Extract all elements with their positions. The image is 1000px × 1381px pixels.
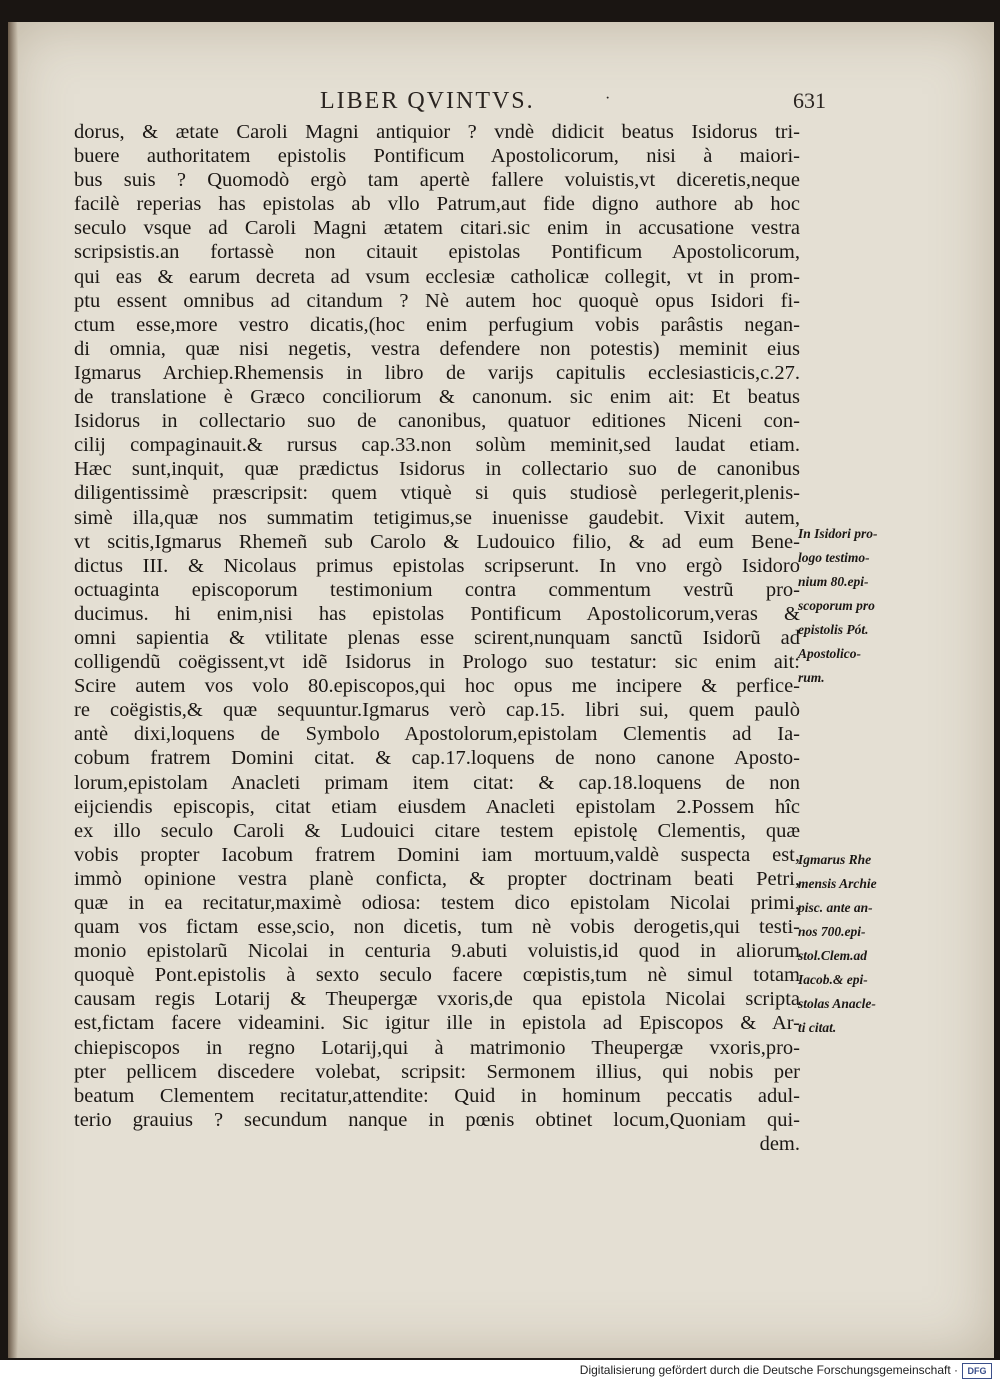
text-line: octuaginta episcoporum testimonium contra commentum vestrũ pro-: [74, 578, 800, 601]
margin-note-line: epistolis Pót.: [798, 622, 869, 637]
text-line: terio grauius ? secundum nanque in pœnis obtinet locum,Quoniam qui-: [74, 1108, 800, 1131]
running-title: LIBER QVINTVS.: [320, 88, 535, 114]
text-line: lorum,epistolam Anacleti primam item citat: & cap.18.loquens de non: [74, 771, 800, 794]
book-page: [8, 22, 994, 1358]
text-line: scripsistis.an fortassè non citauit epistolas Pontificum Apostolicorum,: [74, 241, 800, 264]
text-line: facilè reperias has epistolas ab vllo Patrum,aut fide digno authore ab hoc: [74, 193, 800, 216]
page-edge: [8, 22, 18, 1358]
text-line: vobis propter Iacobum fratrem Domini iam mortuum,valdè suspecta est,: [74, 843, 800, 866]
text-line: di omnia, quæ nisi negetis, vestra defendere non potestis) meminit eius: [74, 337, 800, 360]
text-line: chiepiscopos in regno Lotarij,qui à matrimonio Theupergæ vxoris,pro-: [74, 1036, 800, 1059]
margin-note-igmarus: [798, 848, 918, 1040]
text-line: qui eas & earum decreta ad vsum ecclesiæ catholicæ collegit, vt in prom-: [74, 265, 800, 288]
margin-note-line: ti citat.: [798, 1020, 837, 1035]
page-header: [8, 88, 994, 124]
margin-note-line: nos 700.epi-: [798, 924, 866, 939]
text-line: re coëgistis,& quæ sequuntur.Igmarus verò cap.15. libri sui, quem paulò: [74, 699, 800, 722]
margin-note-line: stolas Anacle-: [798, 996, 876, 1011]
margin-note-line: mensis Archie: [798, 876, 877, 891]
text-line: simè illa,quæ nos summatim tetigimus,se inuenisse gaudebit. Vixit autem,: [74, 506, 800, 529]
text-line: antè dixi,loquens de Symbolo Apostolorum,epistolam Clementis ad Ia-: [74, 723, 800, 746]
text-line: dorus, & ætate Caroli Magni antiquior ? vndè didicit beatus Isidorus tri-: [74, 121, 800, 143]
margin-note-line: Igmarus Rhe: [798, 852, 872, 867]
text-line: de translatione è Græco conciliorum & canonum. sic enim ait: Et beatus: [74, 386, 800, 409]
text-line: dem.: [759, 1132, 800, 1155]
margin-note-line: nium 80.epi-: [798, 574, 869, 589]
text-line: colligendũ coëgissent,vt idẽ Isidorus in Prologo suo testatur: sic enim ait:: [74, 651, 800, 674]
text-line: Hæc sunt,inquit, quæ prædictus Isidorus in collectario suo de canonibus: [74, 458, 800, 481]
margin-note-line: rum.: [798, 670, 825, 685]
dfg-logo: DFG: [962, 1363, 992, 1379]
margin-note-line: logo testimo-: [798, 550, 870, 565]
digitization-footer: [0, 1360, 1000, 1381]
text-line: immò opinione vestra planè conficta, & propter doctrinam beati Petri,: [74, 867, 800, 890]
text-line: dictus III. & Nicolaus primus epistolas scripserunt. In vno ergò Isidoro: [74, 554, 800, 577]
text-line: ducimus. hi enim,nisi has epistolas Pontificum Apostolicorum,veras &: [74, 602, 800, 625]
text-line: Isidorus in collectario suo de canonibus, quatuor editiones Niceni con-: [74, 410, 800, 433]
text-line: monio epistolarũ Nicolai in centuria 9.abuti voluistis,id quod in aliorum: [74, 940, 800, 963]
text-line: cilij compaginauit.& rursus cap.33.non solùm meminit,sed laudat etiam.: [74, 434, 800, 457]
margin-note-line: pisc. ante an-: [798, 900, 873, 915]
body-text: [74, 120, 800, 1156]
text-line: cobum fratrem Domini citat. & cap.17.loquens de nono canone Aposto-: [74, 747, 800, 770]
margin-note-line: scoporum pro: [798, 598, 875, 613]
text-line: beatum Clementem recitatur,attendite: Quid in hominum peccatis adul-: [74, 1084, 800, 1107]
text-line: seculo vsque ad Caroli Magni ætatem citari.sic enim in accusatione vestra: [74, 217, 800, 240]
text-line: quæ in ea recitatur,maximè odiosa: testem dico epistolam Nicolai primi,: [74, 892, 800, 914]
text-line: quoquè Pont.epistolis à sexto seculo facere cœpistis,tum nè simul totam: [74, 964, 800, 987]
text-line: Scire autem vos volo 80.episcopos,qui hoc opus me incipere & perfice-: [74, 675, 800, 698]
text-line: pter pellicem discedere volebat, scripsit: Sermonem illius, qui nobis per: [74, 1060, 800, 1083]
text-line: ctum esse,more vestro dicatis,(hoc enim perfugium vobis parâstis negan-: [74, 313, 800, 336]
text-line: buere authoritatem epistolis Pontificum Apostolicorum, nisi à maiori-: [74, 145, 800, 168]
header-mark: ·: [605, 90, 611, 107]
text-line: ptu essent omnibus ad citandum ? Nè autem hoc quoquè opus Isidori fi-: [74, 289, 800, 312]
page-number: 631: [793, 88, 826, 113]
text-line: quam vos fictam esse,scio, non dicetis, tum nè vobis derogetis,qui testi-: [74, 916, 800, 939]
text-line: omni sapientia & vtilitate plenas esse scirent,nunquam sanctũ Isidorũ ad: [74, 626, 800, 649]
margin-note-line: Iacob.& epi-: [798, 972, 868, 987]
text-line: eijciendis episcopis, citat etiam eiusdem Anacleti epistolam 2.Possem hîc: [74, 795, 800, 818]
text-line: vt scitis,Igmarus Rhemeñ sub Carolo & Ludouico filio, & ad eum Bene-: [74, 530, 800, 553]
margin-note-line: Apostolico-: [798, 646, 861, 661]
margin-note-line: In Isidori pro-: [798, 526, 878, 541]
text-line: causam regis Lotarij & Theupergæ vxoris,de qua epistola Nicolai scripta: [74, 988, 800, 1011]
margin-note-line: stol.Clem.ad: [798, 948, 868, 963]
margin-note-isidore: [798, 522, 918, 690]
text-line: bus suis ? Quomodò ergò tam apertè fallere voluistis,vt diceretis,neque: [74, 169, 800, 192]
footer-credit: Digitalisierung gefördert durch die Deutsche Forschungsgemeinschaft ·: [579, 1363, 958, 1377]
text-line: Igmarus Archiep.Rhemensis in libro de varijs capitulis ecclesiasticis,c.27.: [74, 361, 800, 384]
text-line: est,fictam facere videamini. Sic igitur ille in epistola ad Episcopos & Ar-: [74, 1012, 800, 1035]
text-line: ex illo seculo Caroli & Ludouici citare testem epistolę Clementis, quæ: [74, 819, 800, 842]
text-line: diligentissimè præscripsit: quem vtiquè si quis studiosè perlegerit,plenis-: [74, 482, 800, 505]
